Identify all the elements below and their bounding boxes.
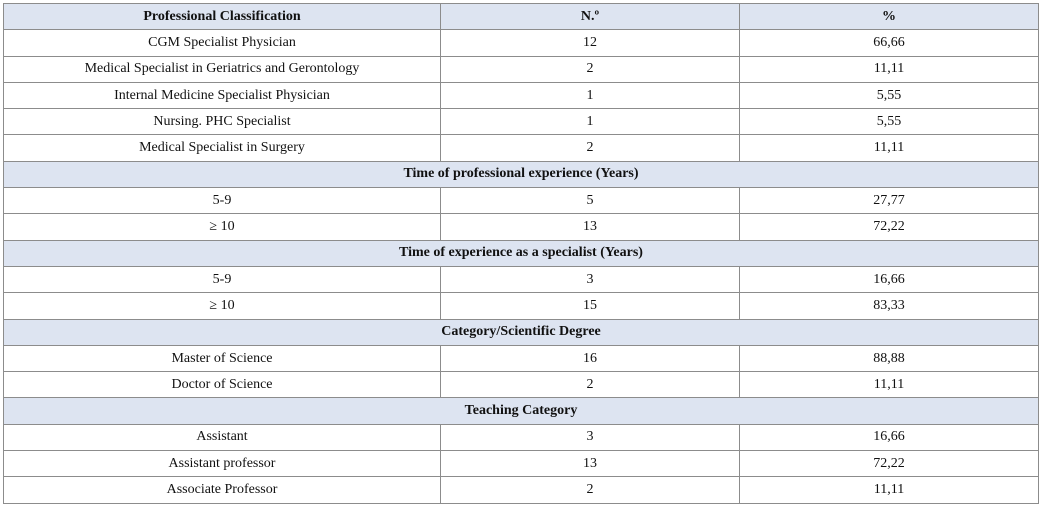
row-percent: 11,11 xyxy=(740,56,1039,82)
section-header-row xyxy=(4,240,1039,266)
row-label: Assistant xyxy=(4,424,441,450)
row-percent: 83,33 xyxy=(740,293,1039,319)
table-row xyxy=(4,345,1039,371)
table-row xyxy=(4,424,1039,450)
row-label: Assistant professor xyxy=(4,451,441,477)
row-count: 15 xyxy=(441,293,740,319)
table-row xyxy=(4,135,1039,161)
row-percent: 11,11 xyxy=(740,372,1039,398)
row-percent: 5,55 xyxy=(740,82,1039,108)
row-label: 5-9 xyxy=(4,188,441,214)
row-label: Doctor of Science xyxy=(4,372,441,398)
row-count: 2 xyxy=(441,477,740,503)
row-count: 3 xyxy=(441,266,740,292)
row-count: 16 xyxy=(441,345,740,371)
table-row xyxy=(4,372,1039,398)
table-row xyxy=(4,477,1039,503)
table-row xyxy=(4,56,1039,82)
row-label: Medical Specialist in Geriatrics and Gerontology xyxy=(4,56,441,82)
row-percent: 5,55 xyxy=(740,109,1039,135)
row-count: 5 xyxy=(441,188,740,214)
row-percent: 27,77 xyxy=(740,188,1039,214)
row-count: 13 xyxy=(441,451,740,477)
table-row xyxy=(4,266,1039,292)
row-count: 2 xyxy=(441,372,740,398)
section-title-scientific-degree: Category/Scientific Degree xyxy=(4,319,1039,345)
header-percent: % xyxy=(740,4,1039,30)
header-classification: Professional Classification xyxy=(4,4,441,30)
row-label: Medical Specialist in Surgery xyxy=(4,135,441,161)
table-row xyxy=(4,188,1039,214)
row-percent: 88,88 xyxy=(740,345,1039,371)
row-percent: 16,66 xyxy=(740,424,1039,450)
row-percent: 11,11 xyxy=(740,135,1039,161)
row-count: 13 xyxy=(441,214,740,240)
section-header-row xyxy=(4,398,1039,424)
header-count: N.º xyxy=(441,4,740,30)
row-label: Internal Medicine Specialist Physician xyxy=(4,82,441,108)
row-count: 2 xyxy=(441,135,740,161)
row-count: 2 xyxy=(441,56,740,82)
row-count: 12 xyxy=(441,30,740,56)
table-row xyxy=(4,109,1039,135)
section-title-professional-experience: Time of professional experience (Years) xyxy=(4,161,1039,187)
row-label: CGM Specialist Physician xyxy=(4,30,441,56)
row-percent: 16,66 xyxy=(740,266,1039,292)
row-label: ≥ 10 xyxy=(4,293,441,319)
table-row xyxy=(4,82,1039,108)
row-percent: 72,22 xyxy=(740,451,1039,477)
row-label: 5-9 xyxy=(4,266,441,292)
row-count: 1 xyxy=(441,109,740,135)
section-header-row xyxy=(4,161,1039,187)
data-table xyxy=(3,3,1039,504)
section-title-specialist-experience: Time of experience as a specialist (Years) xyxy=(4,240,1039,266)
row-percent: 72,22 xyxy=(740,214,1039,240)
table-row xyxy=(4,214,1039,240)
row-label: Associate Professor xyxy=(4,477,441,503)
table-header-row xyxy=(4,4,1039,30)
row-percent: 66,66 xyxy=(740,30,1039,56)
table-row xyxy=(4,293,1039,319)
section-header-row xyxy=(4,319,1039,345)
row-label: Nursing. PHC Specialist xyxy=(4,109,441,135)
table-row xyxy=(4,451,1039,477)
row-count: 3 xyxy=(441,424,740,450)
section-title-teaching-category: Teaching Category xyxy=(4,398,1039,424)
row-percent: 11,11 xyxy=(740,477,1039,503)
row-label: Master of Science xyxy=(4,345,441,371)
table-row xyxy=(4,30,1039,56)
row-count: 1 xyxy=(441,82,740,108)
row-label: ≥ 10 xyxy=(4,214,441,240)
